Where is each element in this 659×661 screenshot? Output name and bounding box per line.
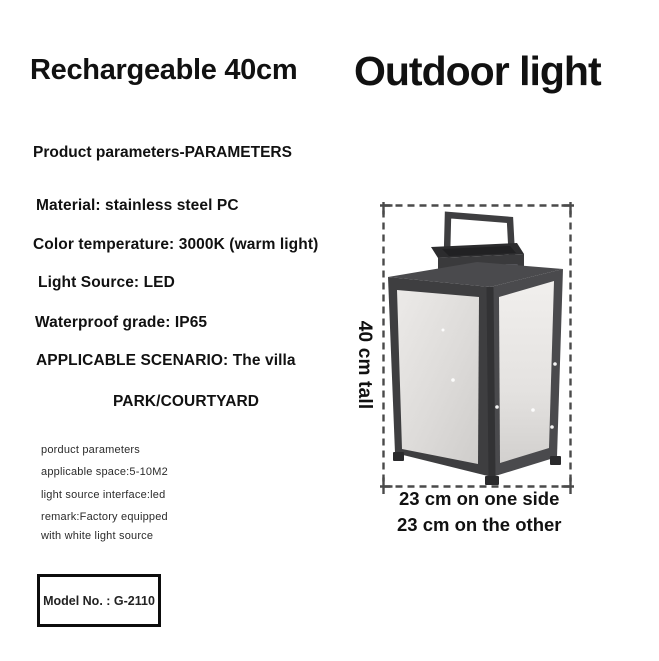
fine-print-line: with white light source (41, 530, 154, 542)
lantern-corner-mullion (490, 287, 492, 477)
width-dimension-label-1: 23 cm on one side (399, 488, 560, 509)
param-material: Material: stainless steel PC (36, 197, 239, 214)
lantern-foot (393, 452, 404, 461)
param-light-source: Light Source: LED (38, 274, 175, 291)
lantern-foot (550, 456, 561, 465)
model-number-box (37, 574, 161, 627)
model-number-label: Model No. : G-2110 (43, 593, 155, 608)
fine-print-line: remark:Factory equipped (41, 511, 168, 523)
product-title: Outdoor light (354, 48, 601, 94)
width-dimension-label-2: 23 cm on the other (397, 514, 562, 535)
fine-print-line: light source interface:led (41, 489, 166, 501)
param-scenario-continued: PARK/COURTYARD (113, 393, 260, 410)
lantern-right-panel (499, 281, 554, 463)
lantern-product-image (380, 202, 574, 494)
param-waterproof-grade: Waterproof grade: IP65 (35, 314, 208, 331)
height-dimension-label: 40 cm tall (354, 320, 375, 410)
param-applicable-scenario: APPLICABLE SCENARIO: The villa (36, 352, 296, 369)
fine-print-line: porduct parameters (41, 444, 140, 456)
lantern-left-panel (397, 290, 479, 464)
param-color-temperature: Color temperature: 3000K (warm light) (33, 236, 319, 253)
page-title: Rechargeable 40cm (30, 54, 298, 86)
fine-print-line: applicable space:5-10M2 (41, 466, 168, 478)
parameters-section-title: Product parameters-PARAMETERS (33, 144, 292, 161)
lantern-foot (485, 476, 499, 485)
